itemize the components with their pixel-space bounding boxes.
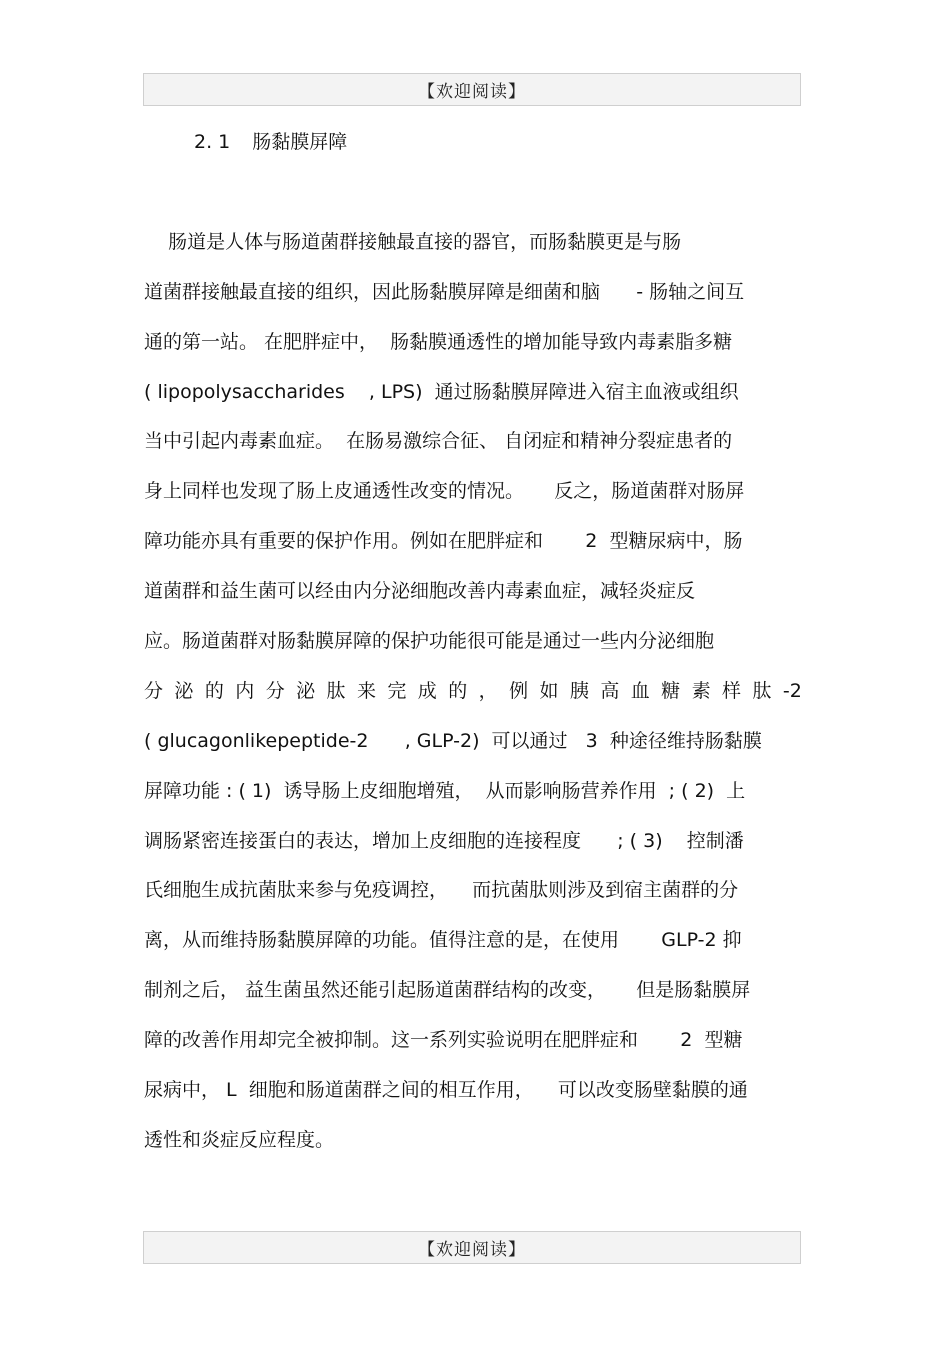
justified-glyph: 高 [600, 680, 620, 702]
justified-glyph: 的 [448, 680, 468, 702]
justified-glyph: 分 [265, 680, 285, 702]
justified-glyph: 肽 [326, 680, 346, 702]
paragraph-line: 当中引起内毒素血症。 在肠易激综合征、 自闭症和精神分裂症患者的 [144, 430, 733, 452]
paragraph-line: 屏障功能 : ( 1) 诱导肠上皮细胞增殖， 从而影响肠营养作用 ; ( 2) 上 [144, 780, 746, 802]
justified-glyph: 泌 [296, 680, 316, 702]
paragraph-line: 身上同样也发现了肠上皮通透性改变的情况。 反之，肠道菌群对肠屏 [144, 480, 745, 502]
paragraph-line: ( glucagonlikepeptide-2 , GLP-2) 可以通过 3 种途径维持肠黏膜 [144, 730, 762, 752]
paragraph-line: 氏细胞生成抗菌肽来参与免疫调控， 而抗菌肽则涉及到宿主菌群的分 [144, 879, 739, 901]
justified-glyph: 来 [356, 680, 376, 702]
paragraph-line: 透性和炎症反应程度。 [144, 1129, 335, 1151]
justified-glyph: 完 [387, 680, 407, 702]
justified-glyph: 成 [417, 680, 437, 702]
paragraph-line: 障的改善作用却完全被抑制。这一系列实验说明在肥胖症和 2 型糖 [144, 1029, 743, 1051]
justified-glyph: 分 [144, 680, 164, 702]
justified-glyph: 的 [204, 680, 224, 702]
justified-glyph: 糖 [661, 680, 681, 702]
paragraph-line: 应。肠道菌群对肠黏膜屏障的保护功能很可能是通过一些内分泌细胞 [144, 630, 715, 652]
justified-glyph: 如 [539, 680, 559, 702]
justified-glyph: ， [478, 680, 498, 702]
section-heading [194, 129, 347, 155]
section-number: 2. 1 [194, 131, 231, 153]
section-title: 肠黏膜屏障 [252, 131, 348, 153]
paragraph-line: 通的第一站。 在肥胖症中， 肠黏膜通透性的增加能导致内毒素脂多糖 [144, 331, 733, 353]
paragraph-line: 障功能亦具有重要的保护作用。例如在肥胖症和 2 型糖尿病中，肠 [144, 530, 743, 552]
paragraph-line: ( lipopolysaccharides , LPS) 通过肠黏膜屏障进入宿主血液或组织 [144, 381, 739, 403]
paragraph-line-justified [144, 678, 802, 704]
justified-glyph: 例 [509, 680, 529, 702]
justified-glyph: 泌 [174, 680, 194, 702]
paragraph-line: 离，从而维持肠黏膜屏障的功能。值得注意的是，在使用 GLP-2 抑 [144, 929, 742, 951]
paragraph-line: 调肠紧密连接蛋白的表达，增加上皮细胞的连接程度 ; ( 3) 控制潘 [144, 830, 744, 852]
justified-glyph: 内 [235, 680, 255, 702]
justified-glyph: -2 [782, 680, 802, 702]
justified-glyph: 血 [630, 680, 650, 702]
header-banner [143, 73, 801, 106]
paragraph-line: 道菌群接触最直接的组织，因此肠黏膜屏障是细菌和脑 - 肠轴之间互 [144, 281, 745, 303]
paragraph-line: 尿病中， L 细胞和肠道菌群之间的相互作用， 可以改变肠壁黏膜的通 [144, 1079, 748, 1101]
footer-banner [143, 1231, 801, 1264]
justified-glyph: 素 [691, 680, 711, 702]
header-banner-text: 【欢迎阅读】 [418, 82, 526, 102]
footer-banner-text: 【欢迎阅读】 [418, 1240, 526, 1260]
paragraph-line: 肠道是人体与肠道菌群接触最直接的器官，而肠黏膜更是与肠 [144, 231, 682, 253]
justified-glyph: 肽 [752, 680, 772, 702]
paragraph-line: 制剂之后， 益生菌虽然还能引起肠道菌群结构的改变， 但是肠黏膜屏 [144, 979, 751, 1001]
paragraph-line: 道菌群和益生菌可以经由内分泌细胞改善内毒素血症，减轻炎症反 [144, 580, 696, 602]
justified-glyph: 胰 [569, 680, 589, 702]
justified-glyph: 样 [722, 680, 742, 702]
